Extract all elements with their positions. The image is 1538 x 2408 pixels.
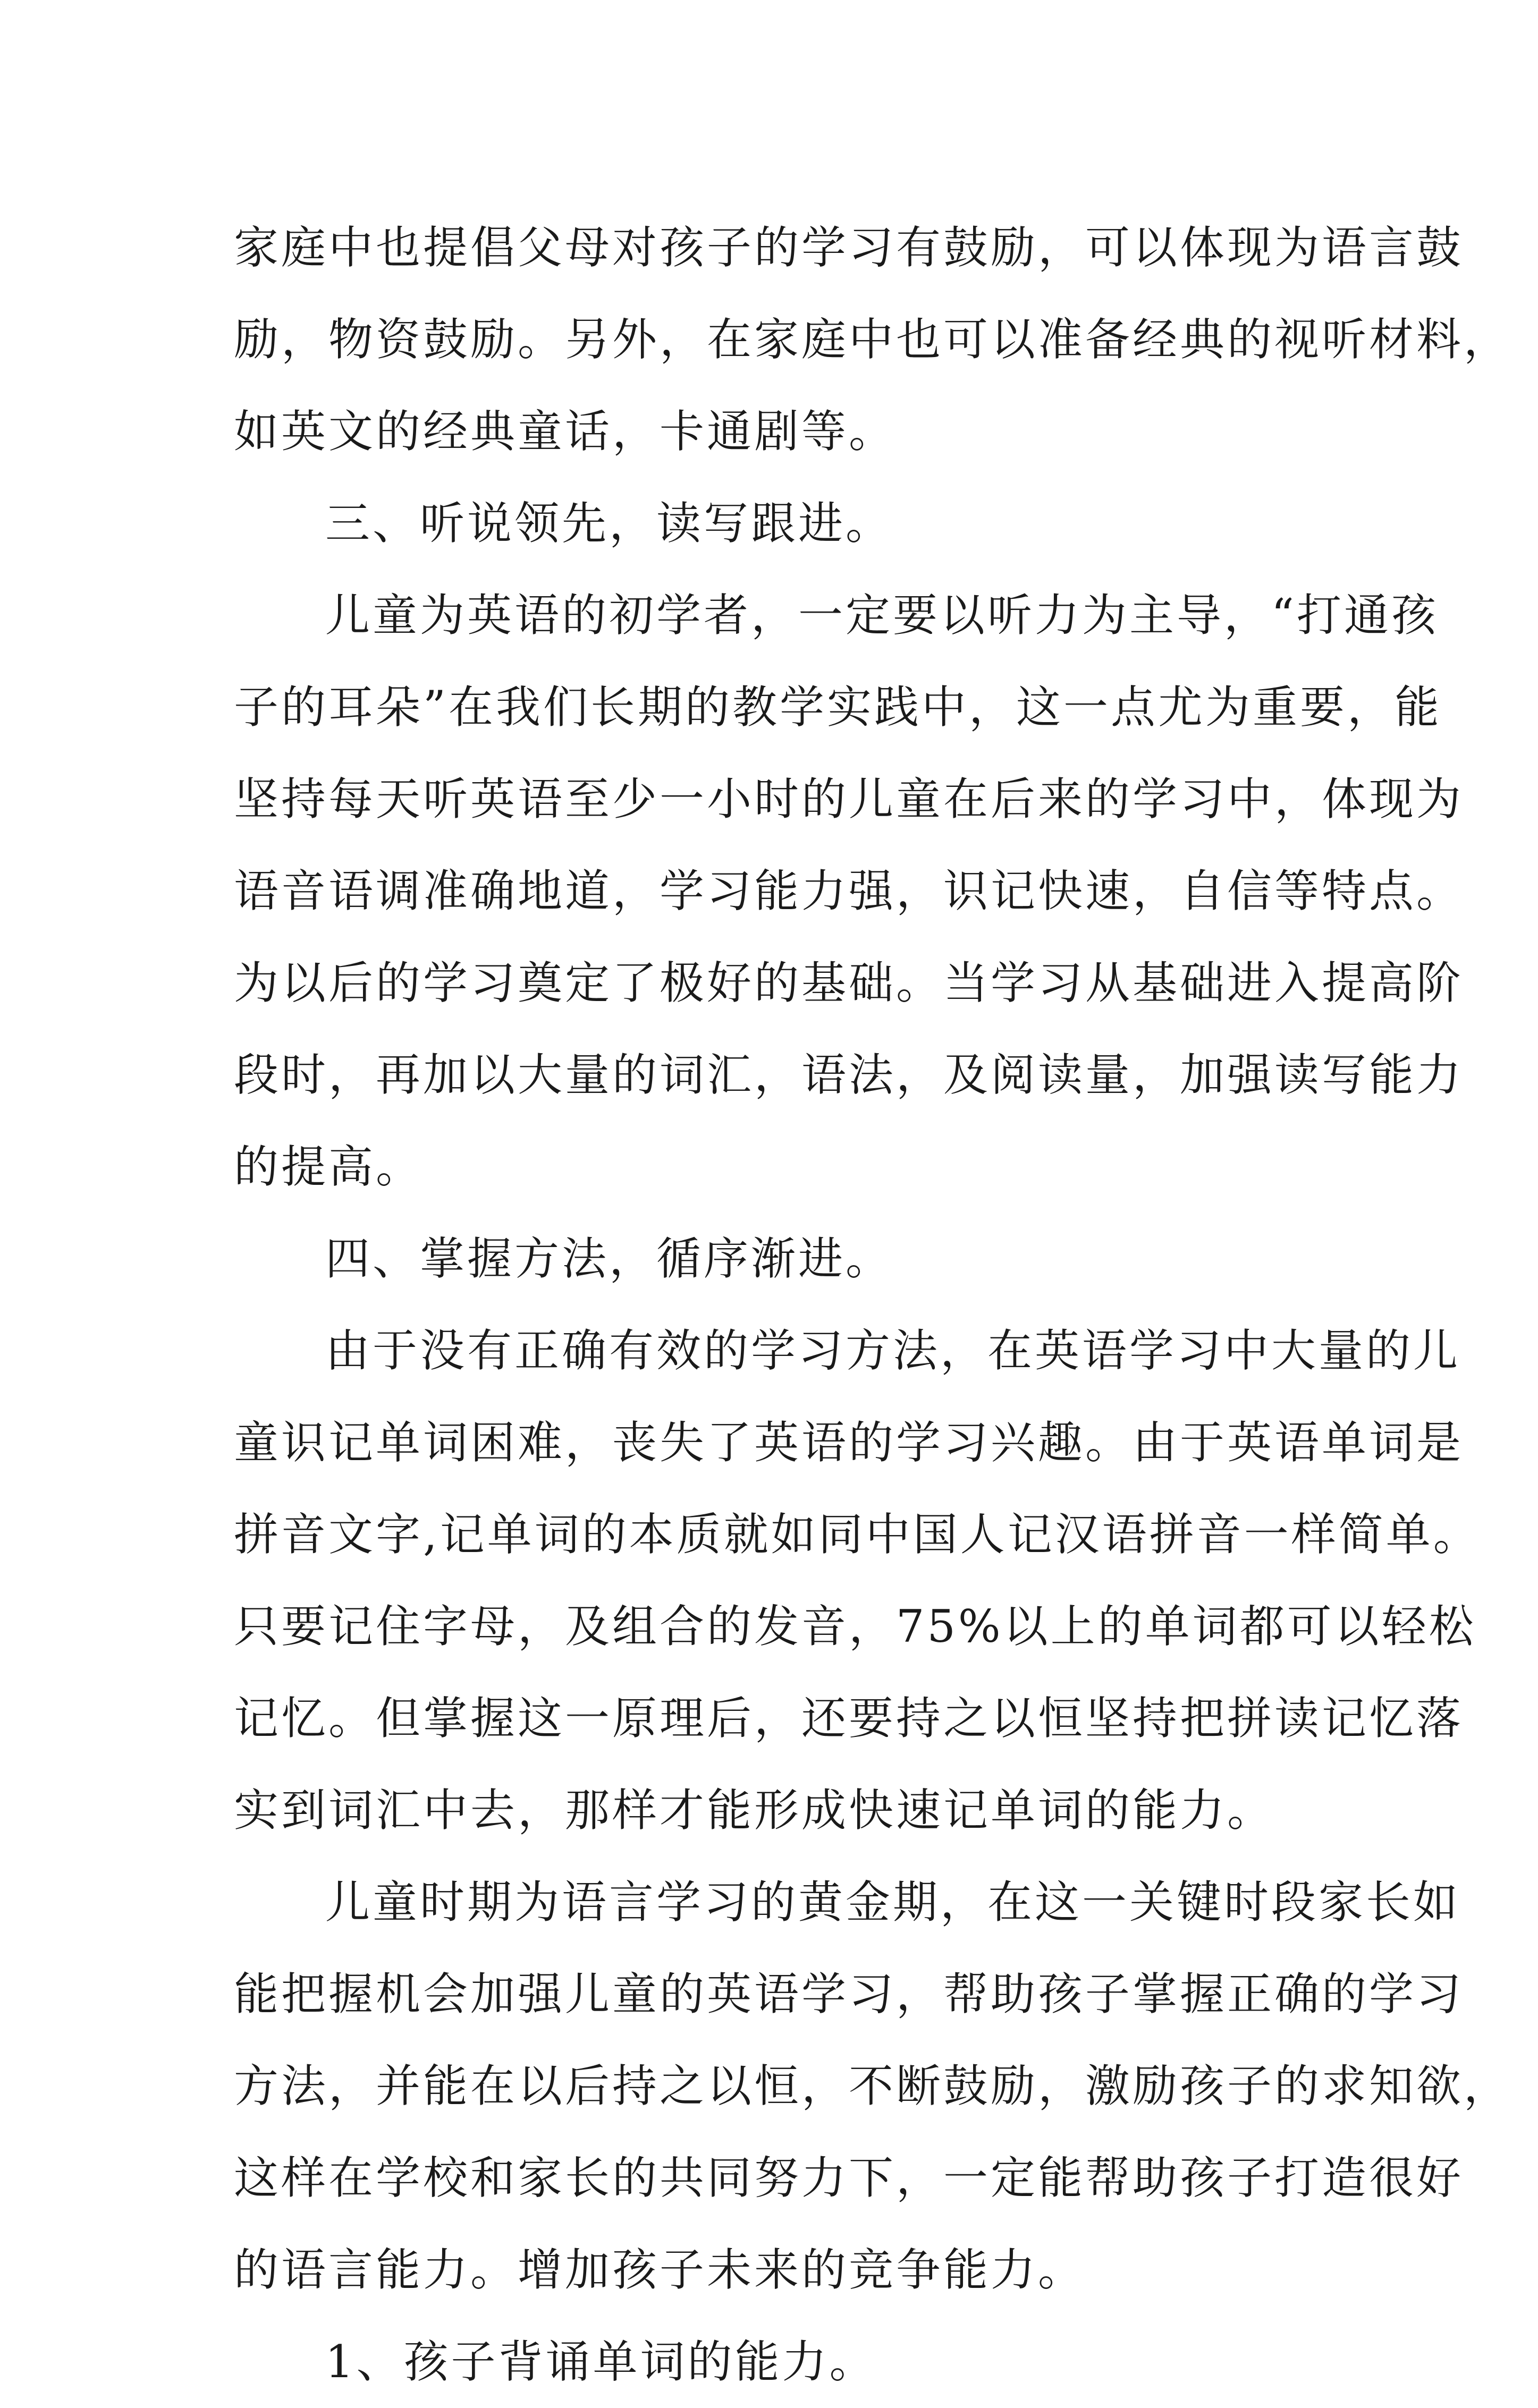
text-line: 三、听说领先，读写跟进。 — [325, 497, 893, 549]
text-line: 的语言能力。增加孩子未来的竞争能力。 — [234, 2244, 1086, 2296]
text-line: 家庭中也提倡父母对孩子的学习有鼓励，可以体现为语言鼓 — [234, 222, 1464, 274]
text-line: 子的耳朵”在我们长期的教学实践中，这一点尤为重要，能 — [234, 681, 1442, 733]
text-line: 的提高。 — [234, 1141, 424, 1193]
text-line: 方法，并能在以后持之以恒，不断鼓励，激励孩子的求知欲， — [234, 2060, 1511, 2112]
text-line: 童识记单词困难，丧失了英语的学习兴趣。由于英语单词是 — [234, 1417, 1464, 1469]
text-line: 如英文的经典童话，卡通剧等。 — [234, 405, 897, 457]
text-line: 由于没有正确有效的学习方法，在英语学习中大量的儿 — [325, 1325, 1461, 1377]
text-line: 只要记住字母，及组合的发音，75%以上的单词都可以轻松 — [234, 1600, 1476, 1652]
text-line: 这样在学校和家长的共同努力下，一定能帮助孩子打造很好 — [234, 2152, 1464, 2204]
text-line: 实到词汇中去，那样才能形成快速记单词的能力。 — [234, 1784, 1275, 1836]
text-line: 儿童为英语的初学者，一定要以听力为主导，“打通孩 — [325, 589, 1439, 641]
text-line: 1、孩子背诵单词的能力。 — [325, 2336, 877, 2388]
text-line: 励，物资鼓励。另外，在家庭中也可以准备经典的视听材料， — [234, 313, 1511, 366]
text-line: 拼音文字,记单词的本质就如同中国人记汉语拼音一样简单。 — [234, 1508, 1481, 1561]
text-line: 能把握机会加强儿童的英语学习，帮助孩子掌握正确的学习 — [234, 1968, 1464, 2020]
text-line: 段时，再加以大量的词汇，语法，及阅读量，加强读写能力 — [234, 1049, 1464, 1101]
text-line: 语音语调准确地道，学习能力强，识记快速，自信等特点。 — [234, 865, 1464, 917]
body-text — [234, 202, 1511, 2408]
text-line: 儿童时期为语言学习的黄金期，在这一关键时段家长如 — [325, 1876, 1461, 1928]
text-line: 为以后的学习奠定了极好的基础。当学习从基础进入提高阶 — [234, 957, 1464, 1009]
text-line: 坚持每天听英语至少一小时的儿童在后来的学习中，体现为 — [234, 773, 1464, 825]
text-line: 四、掌握方法，循序渐进。 — [325, 1233, 893, 1285]
text-line: 记忆。但掌握这一原理后，还要持之以恒坚持把拼读记忆落 — [234, 1692, 1464, 1744]
